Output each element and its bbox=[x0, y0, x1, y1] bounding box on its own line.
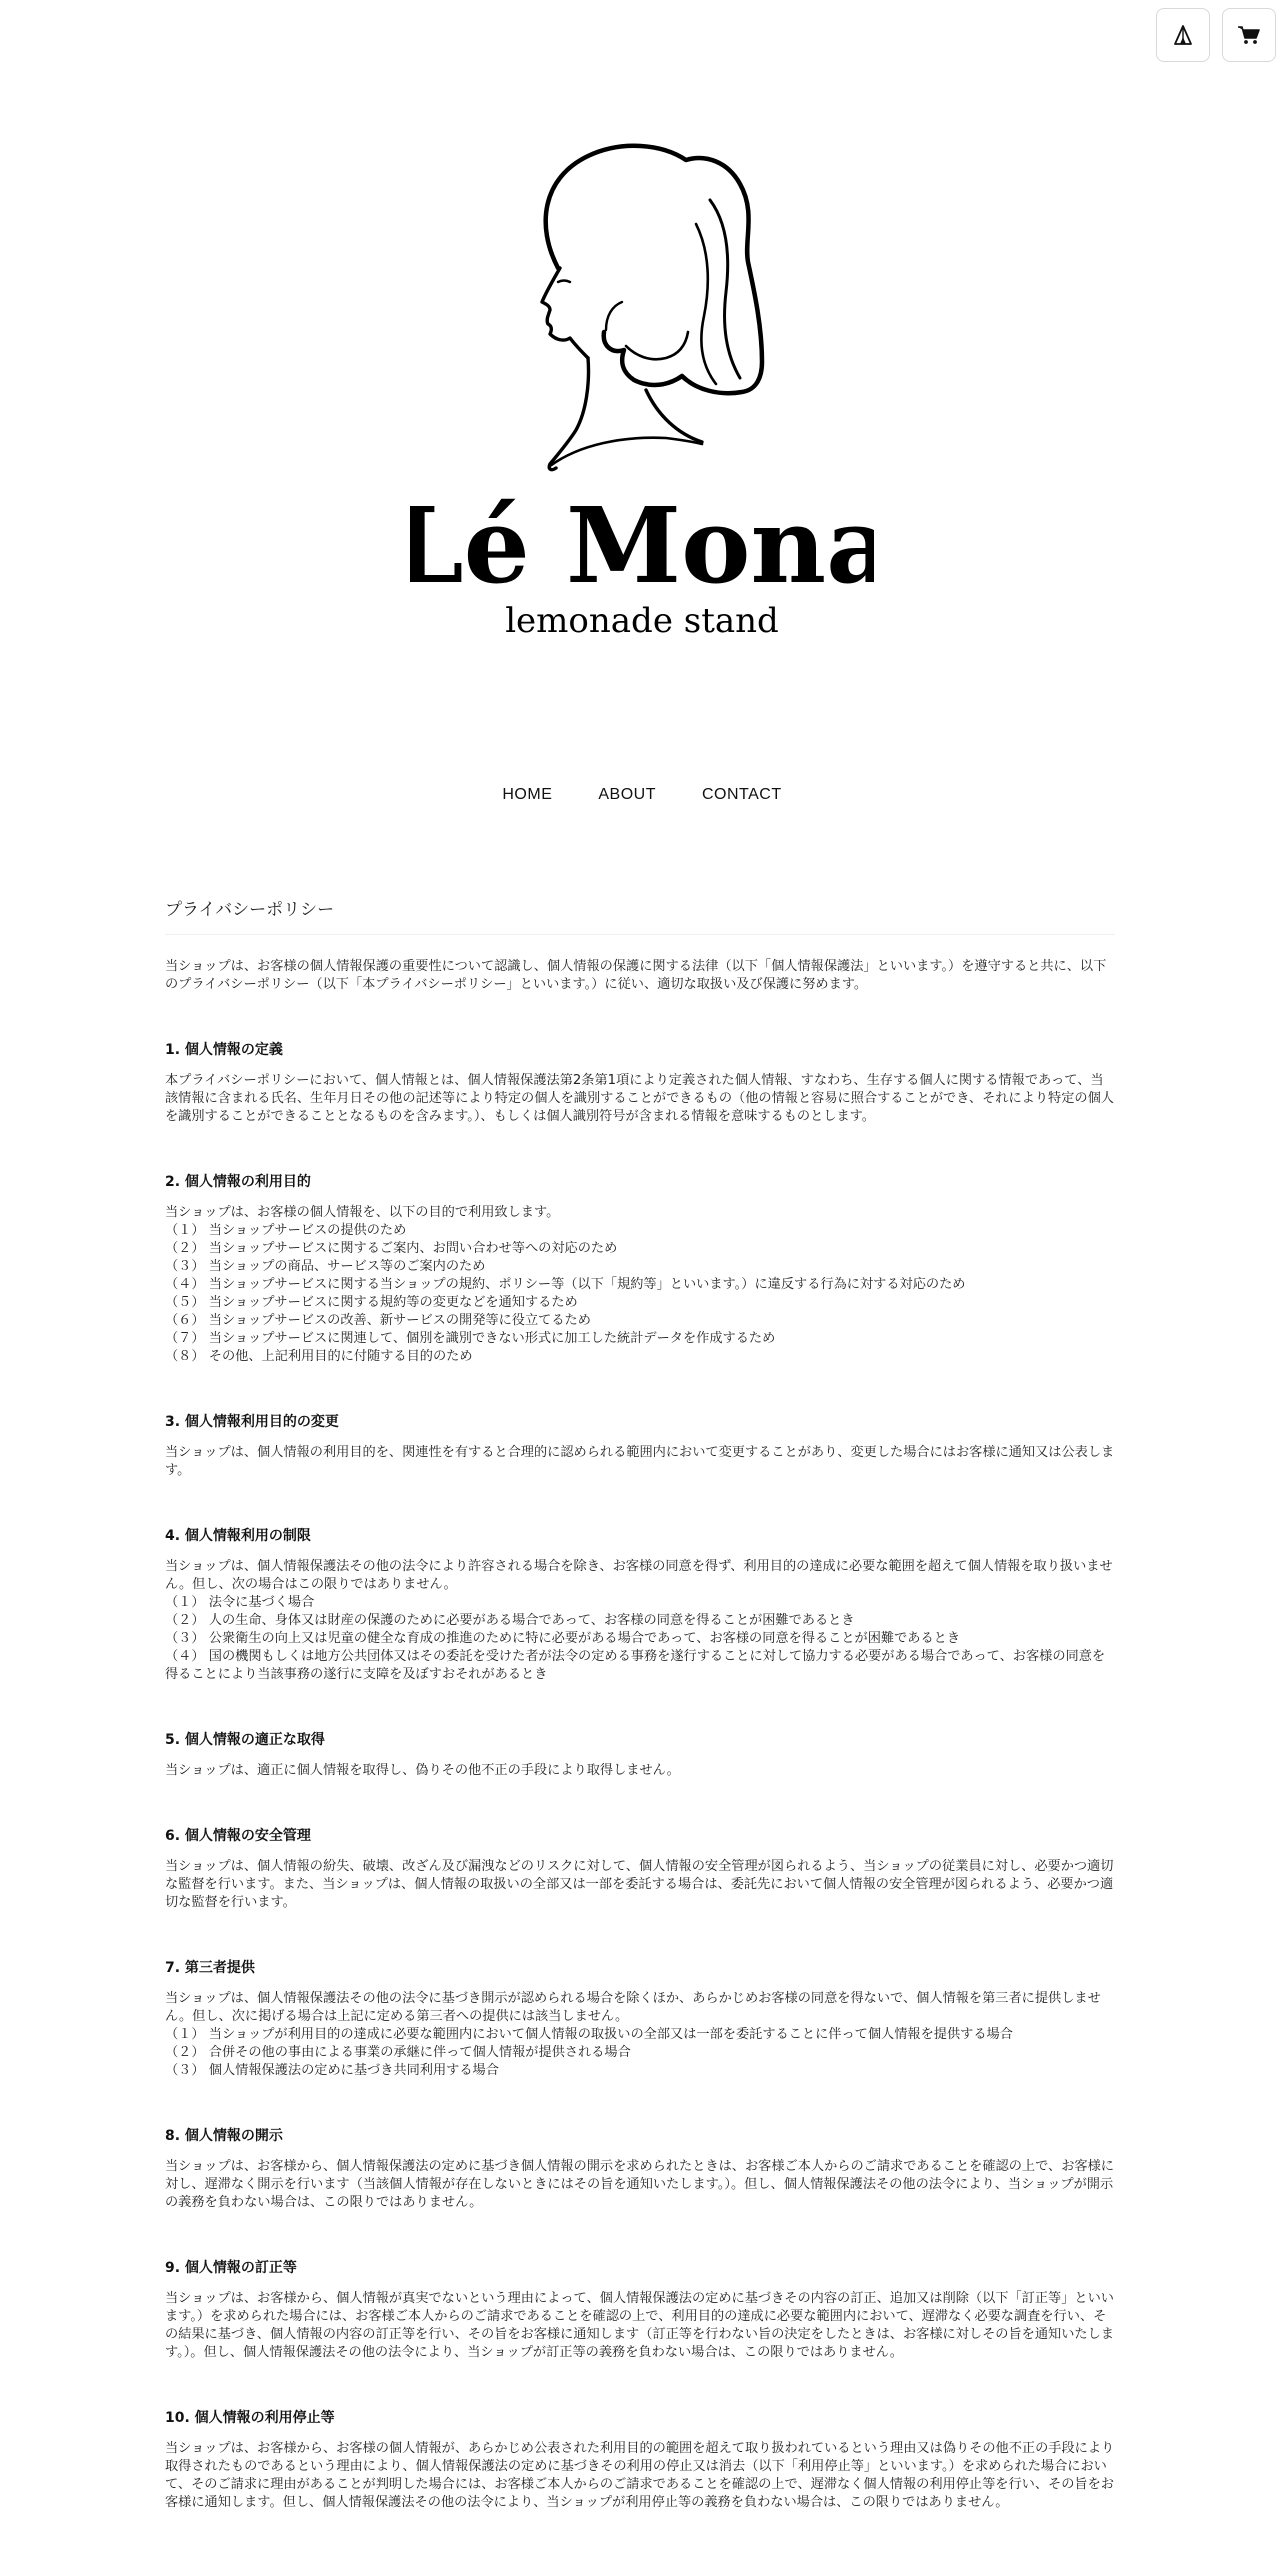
list-item: （４） 当ショップサービスに関する当ショップの規約、ポリシー等（以下「規約等」といいます。）に違反する行為に対する対応のため bbox=[165, 1277, 966, 1292]
section-heading: 2. 個人情報の利用目的 bbox=[165, 1174, 311, 1190]
brand-name: Lé Mona bbox=[410, 484, 874, 607]
site-logo[interactable] bbox=[410, 140, 874, 650]
policy-section bbox=[165, 1171, 1115, 1366]
main-nav bbox=[0, 786, 1284, 804]
brand-tagline: lemonade stand bbox=[505, 601, 779, 641]
section-list bbox=[165, 2026, 1115, 2080]
section-heading: 3. 個人情報利用目的の変更 bbox=[165, 1414, 339, 1430]
policy-sections bbox=[165, 1039, 1115, 2512]
policy-section bbox=[165, 2257, 1115, 2362]
policy-section bbox=[165, 1825, 1115, 1912]
section-body: 当ショップは、適正に個人情報を取得し、偽りその他不正の手段により取得しません。 bbox=[165, 1763, 680, 1778]
header-actions bbox=[1156, 8, 1276, 62]
list-item: （５） 当ショップサービスに関する規約等の変更などを通知するため bbox=[165, 1295, 578, 1310]
list-item: （２） 当ショップサービスに関するご案内、お問い合わせ等への対応のため bbox=[165, 1241, 618, 1256]
page-title: プライバシーポリシー bbox=[165, 895, 1115, 935]
section-body: 当ショップは、お客様の個人情報を、以下の目的で利用致します。 bbox=[165, 1205, 560, 1220]
nav-contact[interactable]: CONTACT bbox=[701, 786, 782, 803]
policy-section bbox=[165, 1039, 1115, 1126]
lemona-portrait-logo-icon bbox=[410, 140, 874, 650]
section-body: 当ショップは、個人情報の利用目的を、関連性を有すると合理的に認められる範囲内において変更することがあり、変更した場合にはお客様に通知又は公表します。 bbox=[165, 1445, 1115, 1478]
policy-section bbox=[165, 1411, 1115, 1480]
section-body: 当ショップは、個人情報保護法その他の法令に基づき開示が認められる場合を除くほか、あらかじめお客様の同意を得ないで、個人情報を第三者に提供しません。但し、次に掲げる場合は上記に定める第三者への提供には該当しません。 bbox=[165, 1991, 1101, 2024]
policy-section bbox=[165, 1525, 1115, 1684]
section-body: 当ショップは、お客様から、個人情報が真実でないという理由によって、個人情報保護法の定めに基づきその内容の訂正、追加又は削除（以下「訂正等」といいます。）を求められた場合には、お客様ご本人からのご請求であることを確認の上で、利用目的の達成に必要な範囲内において、遅滞なく必要な調査を行い、その結果に基づき、個人情報の内容の訂正等を行い、その旨をお客様に通知します（訂正等を行わない旨の決定をしたときは、お客様に対しその旨を通知いたします。）。但し、個人情報保護法その他の法令により、当ショップが訂正等の義務を負わない場合は、この限りではありません。 bbox=[165, 2291, 1114, 2360]
section-list bbox=[165, 1222, 1115, 1366]
section-heading: 8. 個人情報の開示 bbox=[165, 2128, 283, 2144]
list-item: （４） 国の機関もしくは地方公共団体又はその委託を受けた者が法令の定める事務を遂行することに対して協力する必要がある場合であって、お客様の同意を得ることにより当該事務の遂行に支障を及ぼすおそれがあるとき bbox=[165, 1649, 1106, 1682]
list-item: （２） 人の生命、身体又は財産の保護のために必要がある場合であって、お客様の同意を得ることが困難であるとき bbox=[165, 1613, 855, 1628]
list-item: （３） 当ショップの商品、サービス等のご案内のため bbox=[165, 1259, 486, 1274]
list-item: （１） 法令に基づく場合 bbox=[165, 1595, 315, 1610]
policy-section bbox=[165, 2125, 1115, 2212]
section-list bbox=[165, 1594, 1115, 1684]
section-body: 当ショップは、個人情報保護法その他の法令により許容される場合を除き、お客様の同意を得ず、利用目的の達成に必要な範囲を超えて個人情報を取り扱いません。但し、次の場合はこの限りではありません。 bbox=[165, 1559, 1113, 1592]
list-item: （７） 当ショップサービスに関連して、個別を識別できない形式に加工した統計データを作成するため bbox=[165, 1331, 776, 1346]
section-heading: 1. 個人情報の定義 bbox=[165, 1042, 283, 1058]
list-item: （３） 公衆衛生の向上又は児童の健全な育成の推進のために特に必要がある場合であって、お客様の同意を得ることが困難であるとき bbox=[165, 1631, 961, 1646]
list-item: （８） その他、上記利用目的に付随する目的のため bbox=[165, 1349, 473, 1364]
list-item: （１） 当ショップサービスの提供のため bbox=[165, 1223, 407, 1238]
section-body: 当ショップは、お客様から、お客様の個人情報が、あらかじめ公表された利用目的の範囲を超えて取り扱われているという理由又は偽りその他不正の手段により取得されたものであるという理由により、個人情報保護法の定めに基づきその利用の停止又は消去（以下「利用停止等」といいます。）を求められた場合において、そのご請求に理由があることが判明した場合には、お客様ご本人からのご請求であることを確認の上で、遅滞なく個人情報の利用停止等を行い、その旨をお客様に通知します。但し、個人情報保護法その他の法令により、当ショップが利用停止等の義務を負わない場合は、この限りではありません。 bbox=[165, 2441, 1115, 2510]
section-heading: 7. 第三者提供 bbox=[165, 1960, 255, 1976]
list-item: （６） 当ショップサービスの改善、新サービスの開発等に役立てるため bbox=[165, 1313, 591, 1328]
cart-button[interactable] bbox=[1222, 8, 1276, 62]
nav-about[interactable]: ABOUT bbox=[598, 786, 656, 803]
policy-section bbox=[165, 1957, 1115, 2080]
tent-icon bbox=[1172, 24, 1194, 46]
list-item: （３） 個人情報保護法の定めに基づき共同利用する場合 bbox=[165, 2063, 499, 2078]
nav-home[interactable]: HOME bbox=[502, 786, 553, 803]
section-heading: 5. 個人情報の適正な取得 bbox=[165, 1732, 325, 1748]
section-body: 本プライバシーポリシーにおいて、個人情報とは、個人情報保護法第2条第1項により定義された個人情報、すなわち、生存する個人に関する情報であって、当該情報に含まれる氏名、生年月日その他の記述等により特定の個人を識別することができるもの（他の情報と容易に照合することができ、それにより特定の個人を識別することができることとなるものを含みます。）、もしくは個人識別符号が含まれる情報を意味するものとします。 bbox=[165, 1073, 1114, 1124]
section-heading: 10. 個人情報の利用停止等 bbox=[165, 2410, 335, 2426]
section-heading: 4. 個人情報利用の制限 bbox=[165, 1528, 311, 1544]
list-item: （１） 当ショップが利用目的の達成に必要な範囲内において個人情報の取扱いの全部又は一部を委託することに伴って個人情報を提供する場合 bbox=[165, 2027, 1013, 2042]
section-heading: 6. 個人情報の安全管理 bbox=[165, 1828, 311, 1844]
section-body: 当ショップは、お客様から、個人情報保護法の定めに基づき個人情報の開示を求められたときは、お客様ご本人からのご請求であることを確認の上で、お客様に対し、遅滞なく開示を行います（当該個人情報が存在しないときにはその旨を通知いたします。）。但し、個人情報保護法その他の法令により、当ショップが開示の義務を負わない場合は、この限りではありません。 bbox=[165, 2159, 1114, 2210]
section-body: 当ショップは、個人情報の紛失、破壊、改ざん及び漏洩などのリスクに対して、個人情報の安全管理が図られるよう、当ショップの従業員に対し、必要かつ適切な監督を行います。また、当ショップは、個人情報の取扱いの全部又は一部を委託する場合は、委託先において個人情報の安全管理が図られるよう、必要かつ適切な監督を行います。 bbox=[165, 1859, 1114, 1910]
list-item: （２） 合併その他の事由による事業の承継に伴って個人情報が提供される場合 bbox=[165, 2045, 631, 2060]
home-shop-button[interactable] bbox=[1156, 8, 1210, 62]
policy-section bbox=[165, 2407, 1115, 2512]
privacy-policy-content bbox=[165, 895, 1115, 2512]
section-heading: 9. 個人情報の訂正等 bbox=[165, 2260, 297, 2276]
intro-text: 当ショップは、お客様の個人情報保護の重要性について認識し、個人情報の保護に関する法律（以下「個人情報保護法」といいます。）を遵守すると共に、以下のプライバシーポリシー（以下「本プライバシーポリシー」といいます。）に従い、適切な取扱い及び保護に努めます。 bbox=[165, 959, 1107, 992]
cart-icon bbox=[1237, 24, 1261, 46]
policy-section bbox=[165, 1729, 1115, 1780]
